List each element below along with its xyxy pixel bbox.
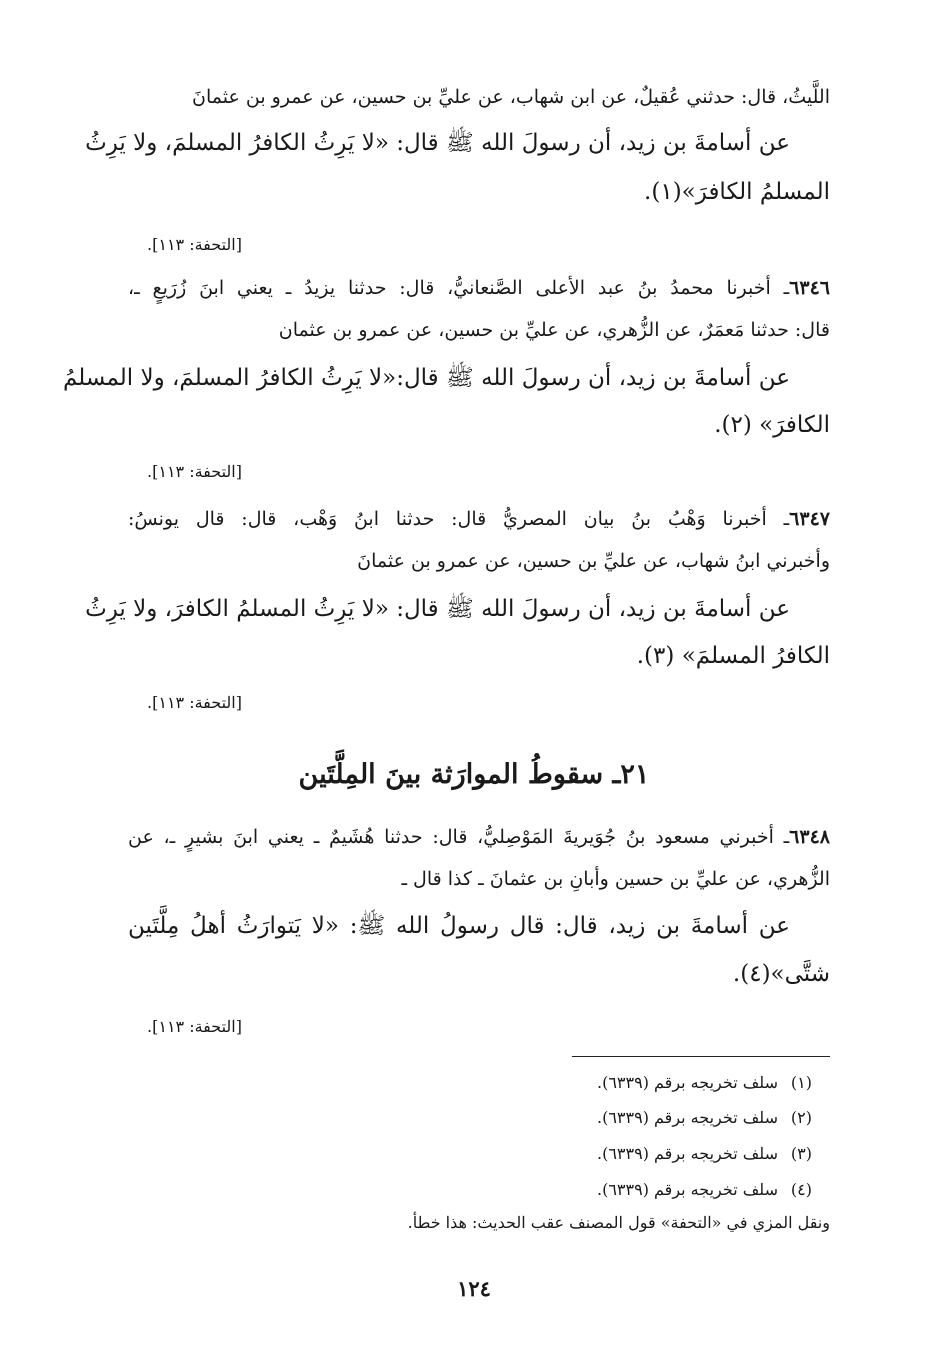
footnote-mark: (٢) (790, 1108, 812, 1127)
footnote-text: سلف تخريجه برقم (٦٣٣٩). (596, 1144, 778, 1163)
hadith-6348-isnad-text: ـ أخبرني مسعود بنُ جُوَيريةَ المَوْصِليُّ، قال: حدثنا هُشَيمٌ ـ يعني ابنَ بشيرٍ ـ، عن (128, 826, 790, 848)
hadith-6346-isnad-line-1 (128, 275, 830, 301)
hadith-6347-tuhfa-ref: [التحفة: ١١٣]. (147, 693, 242, 712)
footnote-4 (597, 1179, 812, 1201)
hadith-6346-matn-line-1: عن أسامةَ بن زيد، أن رسولَ الله ﷺ قال:«لا يَرِثُ الكافرُ المسلمَ، ولا المسلمُ (63, 365, 790, 391)
footnote-mark: (٤) (790, 1180, 812, 1199)
hadith-6346-isnad-line-2: قال: حدثنا مَعمَرٌ، عن الزُّهري، عن عليِّ بن حسين، عن عمرو بن عثمان (278, 319, 830, 341)
hadith-6347-matn-line-2: الكافرُ المسلمَ» (٣). (636, 643, 830, 669)
hadith-6346-matn-line-2: الكافرَ» (٢). (714, 412, 830, 438)
hadith-0-matn-line-1: عن أسامةَ بن زيد، أن رسولَ الله ﷺ قال: «لا يَرِثُ الكافرُ المسلمَ، ولا يَرِثُ (85, 130, 790, 156)
footnote-text: سلف تخريجه برقم (٦٣٣٩). (596, 1073, 778, 1092)
footnote-separator (572, 1056, 830, 1057)
footnote-note: ونقل المزي في «التحفة» قول المصنف عقب الحديث: هذا خطأ. (407, 1213, 830, 1232)
hadith-6347-matn-line-1: عن أسامةَ بن زيد، أن رسولَ الله ﷺ قال: «لا يَرِثُ المسلمُ الكافرَ، ولا يَرِثُ (85, 596, 790, 622)
hadith-6348-matn-line-2: شتَّى»(٤). (732, 961, 830, 987)
hadith-6347-isnad-text: ـ أخبرنا وَهْبُ بنُ بيان المصريُّ قال: حدثنا ابنُ وَهْب، قال: قال يونسُ: (128, 508, 790, 530)
footnote-1 (597, 1072, 812, 1094)
hadith-number: ٦٣٤٦ (789, 277, 830, 299)
footnote-mark: (٣) (790, 1144, 812, 1163)
footnote-2 (597, 1107, 812, 1129)
footnote-mark: (١) (790, 1073, 812, 1092)
hadith-6346-tuhfa-ref: [التحفة: ١١٣]. (147, 462, 242, 481)
hadith-0-tuhfa-ref: [التحفة: ١١٣]. (147, 235, 242, 254)
footnote-text: سلف تخريجه برقم (٦٣٣٩). (596, 1180, 778, 1199)
page-number: ١٢٤ (457, 1276, 491, 1301)
hadith-0-matn-line-2: المسلمُ الكافرَ»(١). (644, 179, 830, 205)
footnote-text: سلف تخريجه برقم (٦٣٣٩). (596, 1108, 778, 1127)
hadith-6346-isnad-text: ـ أخبرنا محمدُ بنُ عبد الأعلى الصَّنعانيُّ، قال: حدثنا يزيدُ ـ يعني ابنَ زُرَيعٍ ـ، (128, 277, 790, 299)
hadith-0-isnad-line-1: اللَّيثُ، قال: حدثني عُقيلٌ، عن ابن شهاب، عن عليِّ بن حسين، عن عمرو بن عثمانَ (192, 86, 830, 108)
hadith-6348-matn-line-1: عن أسامةَ بن زيد، قال: قال رسولُ الله ﷺ: «لا يَتوارَثُ أهلُ مِلَّتَين (128, 913, 790, 939)
hadith-6348-isnad-line-2: الزُّهري، عن عليِّ بن حسين وأبانِ بن عثمانَ ـ كذا قال ـ (401, 868, 830, 890)
footnote-3 (597, 1143, 812, 1165)
chapter-heading: ٢١ـ سقوطُ الموارَثة بينَ المِلَّتَين (298, 759, 650, 790)
hadith-6348-tuhfa-ref: [التحفة: ١١٣]. (147, 1017, 242, 1036)
hadith-number: ٦٣٤٨ (789, 826, 830, 848)
hadith-6347-isnad-line-2: وأخبرني ابنُ شهاب، عن عليِّ بن حسين، عن عمرو بن عثمانَ (357, 550, 830, 572)
hadith-number: ٦٣٤٧ (789, 508, 830, 530)
hadith-6348-isnad-line-1 (128, 824, 830, 850)
hadith-6347-isnad-line-1 (128, 506, 830, 532)
